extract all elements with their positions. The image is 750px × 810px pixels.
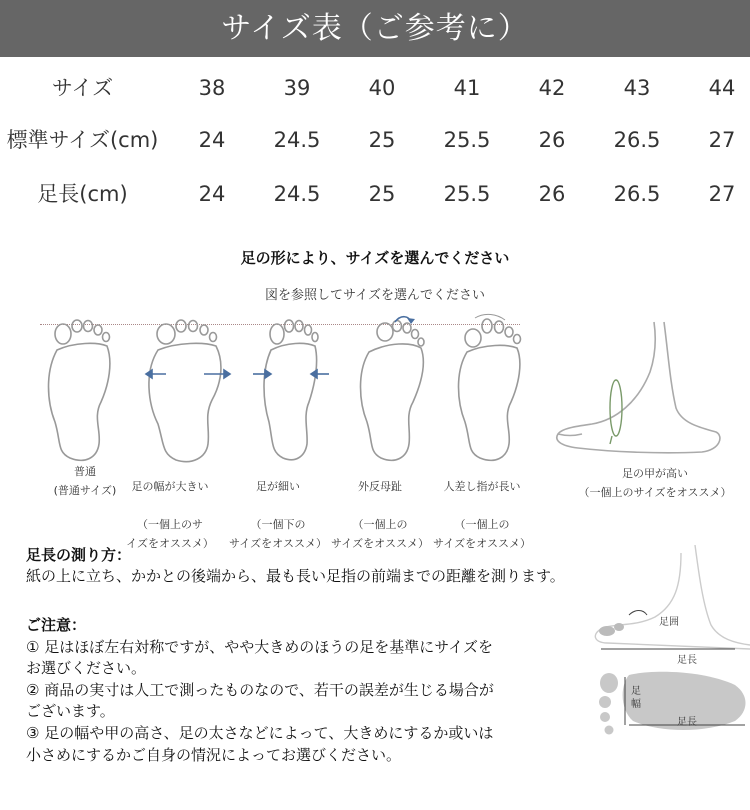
size-cell: 27 xyxy=(708,182,736,206)
row-label: サイズ xyxy=(51,76,114,100)
normal-foot-icon xyxy=(35,312,135,472)
size-cell: 44 xyxy=(708,76,736,100)
size-cell: 26.5 xyxy=(613,128,661,152)
size-cell: 26.5 xyxy=(613,182,661,206)
size-chart-header xyxy=(0,0,750,57)
page-title: サイズ表（ご参考に） xyxy=(221,11,529,46)
size-cell: 38 xyxy=(198,76,226,100)
measure-text: 紙の上に立ち、かかとの後端から、最も長い足指の前端までの距離を測ります。 xyxy=(26,567,565,585)
measure-heading: 足長の測り方： xyxy=(26,546,132,564)
foot-type-caption xyxy=(560,464,750,502)
measuring-instructions xyxy=(26,545,676,587)
foot-type-name: 足が細い xyxy=(256,480,300,493)
size-row xyxy=(0,174,750,214)
foot-type-name: 普通 xyxy=(74,465,96,478)
foot-type-note: （一個上の サイズをオススメ） xyxy=(330,518,429,550)
foot-guide-subtitle: 図を参照してサイズを選んでください xyxy=(265,288,485,303)
size-row xyxy=(0,68,750,108)
size-cell: 25 xyxy=(368,128,396,152)
notes-section xyxy=(26,615,596,766)
size-cell: 24.5 xyxy=(273,182,321,206)
foot-type-note: (普通サイズ) xyxy=(53,484,117,497)
size-cell: 43 xyxy=(623,76,651,100)
wide-foot-icon xyxy=(140,312,240,472)
size-cell: 40 xyxy=(368,76,396,100)
foot-type-note: （一個下の サイズをオススメ） xyxy=(228,518,327,550)
label-girth: 足囲 xyxy=(659,617,679,628)
size-cell: 41 xyxy=(453,76,481,100)
row-label: 標準サイズ(cm) xyxy=(6,128,159,152)
foot-shape-guide xyxy=(0,312,750,550)
foot-guide-title: 足の形により、サイズを選んでください xyxy=(240,249,510,267)
foot-type-note: （一個上のサ イズをオススメ） xyxy=(126,518,214,550)
foot-type-note: （一個上のサイズをオススメ） xyxy=(578,486,732,499)
foot-type-name: 外反母趾 xyxy=(358,480,402,493)
size-cell: 42 xyxy=(538,76,566,100)
size-row xyxy=(0,120,750,160)
foot-measure-illustration xyxy=(585,545,750,745)
foot-type-name: 人差し指が長い xyxy=(443,480,521,493)
narrow-foot-icon xyxy=(245,312,345,472)
size-cell: 24 xyxy=(198,182,226,206)
note-item: ① 足はほぼ左右対称ですが、やや大きめのほうの足を基準にサイズを お選びください。 xyxy=(26,637,494,678)
size-cell: 25 xyxy=(368,182,396,206)
foot-type-note: （一個上の サイズをオススメ） xyxy=(432,518,531,550)
size-cell: 27 xyxy=(708,128,736,152)
size-cell: 39 xyxy=(283,76,311,100)
row-label: 足長(cm) xyxy=(37,182,128,206)
size-cell: 25.5 xyxy=(443,182,491,206)
foot-type-name: 足の甲が高い xyxy=(622,467,688,480)
note-item: ② 商品の実寸は人工で測ったものなので、若干の誤差が生じる場合が ございます。 xyxy=(26,680,494,721)
size-cell: 26 xyxy=(538,128,566,152)
label-length-top: 足長 xyxy=(677,655,697,666)
foot-measure-diagram xyxy=(585,545,750,745)
bunion-foot-icon xyxy=(345,312,445,472)
size-cell: 24.5 xyxy=(273,128,321,152)
label-length-bottom: 足長 xyxy=(677,717,697,728)
size-cell: 25.5 xyxy=(443,128,491,152)
label-width: 足 幅 xyxy=(631,686,641,710)
size-cell: 26 xyxy=(538,182,566,206)
note-item: ③ 足の幅や甲の高さ、足の太さなどによって、大きめにするか或いは 小さめにするかご自身の情況によってお選びください。 xyxy=(26,723,494,764)
notes-heading: ご注意： xyxy=(26,616,87,634)
size-cell: 24 xyxy=(198,128,226,152)
high-instep-foot-icon xyxy=(552,312,732,462)
foot-type-name: 足の幅が大きい xyxy=(131,480,209,493)
long-toe-foot-icon xyxy=(445,312,545,472)
